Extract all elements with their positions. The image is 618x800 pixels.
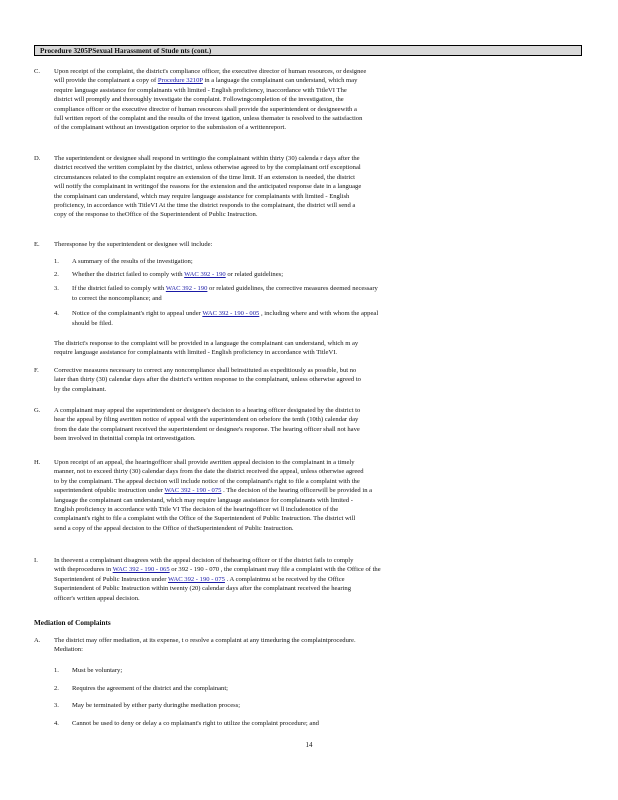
line: In theevent a complainant disagrees with the appeal decision of thehearing officer or if the district fails to comply <box>54 557 354 564</box>
item-text: to correct the noncompliance; and <box>72 295 162 302</box>
section-label: F. <box>34 367 39 374</box>
section-body <box>54 154 574 220</box>
line: district will promptly and thoroughly investigate the complaint. Followingcompletion of the investigation, the <box>54 96 344 104</box>
line: superintendent ofpublic instruction under WAC 392 - 190 - 075 . The decision of the hearing officerwill be provided in a <box>54 487 373 495</box>
item-text: Notice of the complainant's right to appeal under WAC 392 - 190 - 005 , including where and with whom the appeal <box>72 310 379 317</box>
line: Upon receipt of the complaint, the district's compliance officer, the executive director of human resources, or designee <box>54 68 367 75</box>
item-text: Whether the district failed to comply with WAC 392 - 190 or related guidelines; <box>72 271 284 278</box>
section-label: D. <box>34 155 41 162</box>
item-number: 1. <box>54 258 59 265</box>
item-number: 4. <box>54 720 59 727</box>
line: Corrective measures necessary to correct any noncompliance shall beinstituted as expeditiously as possible, but no <box>54 367 357 374</box>
line: require language assistance for complainants with limited - English proficiency in accordance with TitleVI. <box>54 349 338 357</box>
line: officer's written appeal decision. <box>54 594 140 602</box>
page-number: 14 <box>305 741 313 749</box>
item-number: 4. <box>54 310 59 317</box>
procedure-header <box>34 45 582 56</box>
section-label: A. <box>34 637 41 644</box>
reference-link[interactable]: WAC 392 - 190 <box>165 285 208 292</box>
line: The district's response to the complaint will be provided in a language the complainant can understand, which m ay <box>54 340 359 347</box>
line: The superintendent or designee shall respond in writingto the complainant within thirty (30) calenda r days after the <box>54 155 360 162</box>
line: The district may offer mediation, at its expense, t o resolve a complaint at any timeduring the complaintprocedure. <box>54 637 356 644</box>
line: complainant's right to file a complaint with the Office of the Superintendent of Public Instruction. The district will <box>54 515 356 523</box>
line: Superintendent of Public Instruction within twenty (20) calendar days after the complainant received the hearing <box>54 585 351 593</box>
section-body <box>54 636 574 655</box>
item-text: Cannot be used to deny or delay a co mplainant's right to utilize the complaint procedure; and <box>72 720 319 727</box>
line: manner, not to exceed thirty (30) calendar days from the date the district received the appeal, unless otherwise agreed <box>54 468 364 476</box>
line: the complainant can understand, which may require language assistance for complainants with limited - English <box>54 192 350 200</box>
reference-link[interactable]: WAC 392 - 190 - 005 <box>202 310 260 317</box>
line: to by the complainant. The appeal decision will include notice of the complainant's right to file a complaint with the <box>54 477 360 485</box>
item-number: 3. <box>54 702 59 709</box>
section-label: I. <box>34 557 38 564</box>
section-body <box>54 366 574 394</box>
line: from the date the complainant received the superintendent or designee's response. The hearing officer shall not have <box>54 425 360 433</box>
item-number: 2. <box>54 271 59 278</box>
item-text: Must be voluntary; <box>72 667 123 674</box>
reference-link[interactable]: Procedure 3210P <box>157 77 203 85</box>
section-label: G. <box>34 407 41 414</box>
line: with theprocedures in WAC 392 - 190 - 065 or 392 - 190 - 070 , the complainant may file a complaint with the Office of the <box>54 566 381 574</box>
line: district received the written complaint by the district, unless otherwise agreed to by the complainant orif exceptional <box>54 164 361 172</box>
line: by the complainant. <box>54 385 107 393</box>
line: Mediation: <box>54 646 83 654</box>
item-text: A summary of the results of the investigation; <box>72 258 193 265</box>
section-label: H. <box>34 459 41 466</box>
item-text: If the district failed to comply with WAC 392 - 190 or related guidelines, the corrective measures deemed necessary <box>72 285 378 292</box>
section-label: C. <box>34 68 41 75</box>
line: been involved in theinitial compla int orinvestigation. <box>54 435 196 443</box>
line: circumstances related to the complaint require an extension of the time limit. If an extension is needed, the district <box>54 173 356 181</box>
section-intro: Theresponse by the superintendent or designee will include: <box>54 241 213 248</box>
line: of the complainant without an investigation orprior to the submission of a writtenreport. <box>54 124 287 132</box>
item-number: 3. <box>54 285 59 292</box>
reference-link[interactable]: WAC 392 - 190 - 075 <box>164 487 222 495</box>
item-text: May be terminated by either party duringthe mediation process; <box>72 702 241 709</box>
item-text: should be filed. <box>72 320 113 327</box>
line: copy of the response to theOffice of the Superintendent of Public Instruction. <box>54 211 258 219</box>
section-body <box>54 458 574 533</box>
line: full written report of the complaint and the results of the invest igation, unless themater is resolved to the satisfaction <box>54 115 363 123</box>
line: Upon receipt of an appeal, the hearingofficer shall provide awritten appeal decision to the complainant in a timely <box>54 459 355 466</box>
line: Superintendent of Public Instruction under WAC 392 - 190 - 075 . A complaintmu st be received by the Office <box>54 575 345 583</box>
item-text: Requires the agreement of the district and the complainant; <box>72 685 228 692</box>
line: later than thirty (30) calendar days after the district's written response to the complainant, unless otherwise agreed to <box>54 376 361 384</box>
line: compliance officer or the executive director of human resources shall provide the superintendent or designeewith a <box>54 105 357 113</box>
section-body <box>54 556 574 603</box>
mediation-heading: Mediation of Complaints <box>34 619 111 627</box>
wac-link[interactable]: WAC 392 - 190 <box>184 271 226 278</box>
reference-link[interactable]: WAC 392 - 190 - 065 <box>112 566 170 574</box>
line: require language assistance for complainants with limited - English proficiency, inaccordance with TitleVI The <box>54 86 347 94</box>
line: English proficiency in accordance with Title VI The decision of the hearingofficer wi ll includenotice of the <box>54 506 339 514</box>
line: language the complainant can understand, which may require language assistance for complainants with limited - <box>54 496 354 504</box>
line: will provide the complainant a copy of Procedure 3210P in a language the complainant can understand, which may <box>54 77 358 85</box>
line: will notify the complainant in writingof the reasons for the extension and the anticipated response date in a language <box>54 183 362 191</box>
line: send a copy of the appeal decision to the Office of theSuperintendent of Public Instruction. <box>54 524 294 532</box>
procedure-title: Procedure 3205PSexual Harassment of Stude nts (cont.) <box>40 47 212 55</box>
line: A complainant may appeal the superintendent or designee's decision to a hearing officer designated by the district to <box>54 407 361 414</box>
section-body <box>54 67 574 133</box>
line: hear the appeal by filing awritten notice of appeal with the superintendent on orbefore the tenth (10th) calendar day <box>54 416 359 424</box>
section-body <box>54 406 574 444</box>
item-number: 2. <box>54 685 59 692</box>
line: proficiency, in accordance with TitleVI At the time the district responds to the complainant, the district will send a <box>54 202 356 210</box>
item-number: 1. <box>54 667 59 674</box>
reference-link[interactable]: WAC 392 - 190 - 075 <box>167 575 225 583</box>
section-label: E. <box>34 241 40 248</box>
